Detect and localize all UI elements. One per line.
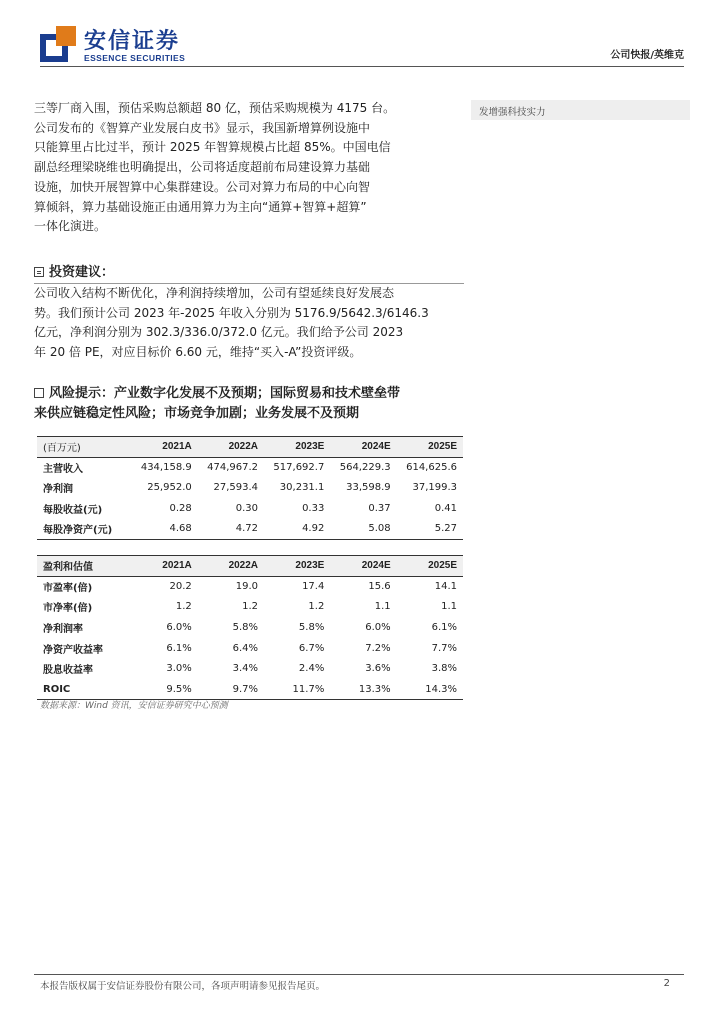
footer-disclaimer: 本报告版权属于安信证券股份有限公司，各项声明请参见报告尾页。 (40, 981, 326, 992)
table-header-cell: 2022A (198, 437, 264, 458)
table-cell: 3.4% (232, 663, 259, 675)
table-cell: 6.7% (298, 642, 325, 654)
document-icon (34, 388, 44, 398)
table-header-row (37, 437, 463, 458)
table-cell: 3.0% (166, 663, 192, 675)
investment-line: 公司收入结构不断优化，净利润持续增加，公司有望延续良好发展态 (34, 286, 395, 300)
investment-heading-text: 投资建议： (49, 265, 115, 280)
row-label: 市盈率(倍) (43, 583, 93, 595)
table-cell: 7.7% (431, 642, 457, 654)
table-cell: 5.27 (397, 519, 463, 540)
footer-divider (34, 974, 684, 975)
investment-line: 年 20 倍 PE，对应目标价 6.60 元，维持“买入-A”投资评级。 (34, 345, 362, 360)
row-label: 市净率(倍) (43, 603, 93, 615)
table-cell: 4.68 (131, 519, 197, 540)
table-row (37, 576, 463, 597)
intro-line: 副总经理梁晓维也明确提出，公司将适度超前布局建设算力基础 (34, 160, 371, 175)
table-cell: 27,593.4 (213, 482, 259, 494)
table-header-cell: 2025E (397, 556, 463, 577)
table-cell: 434,158.9 (140, 462, 192, 474)
row-label: 主营收入 (43, 464, 83, 476)
table-header-cell: 2021A (131, 556, 197, 577)
table-cell: 0.28 (169, 503, 192, 515)
investment-line: 亿元，净利润分别为 302.3/336.0/372.0 亿元。我们给予公司 2023 (34, 325, 404, 340)
table-cell: 37,199.3 (412, 482, 457, 494)
risk-line (34, 384, 466, 404)
table-cell: 6.1% (166, 642, 192, 654)
data-source-note: 数据来源：Wind 资讯，安信证券研究中心预测 (40, 701, 228, 711)
table-cell: 1.2 (242, 601, 259, 613)
table-header-cell: 盈利和估值 (37, 556, 131, 577)
intro-line: 一体化演进。 (34, 219, 107, 234)
page-header (0, 0, 724, 80)
table-header-cell: 2022A (198, 556, 264, 577)
table-cell: 6.1% (431, 622, 457, 634)
risk-line-text: 风险提示：产业数字化发展不及预期；国际贸易和技术壁垒带 (49, 386, 401, 401)
table-header-cell: 2024E (330, 556, 396, 577)
table-header-row (37, 556, 463, 577)
document-icon (34, 267, 44, 277)
intro-line: 只能算里占比过半，预计 2025 年智算规模占比超 85%。中国电信 (34, 140, 391, 155)
table-cell: 1.1 (441, 601, 457, 613)
intro-paragraph (34, 99, 466, 237)
table-cell: 14.1 (434, 581, 457, 593)
table-cell: 6.0% (166, 622, 192, 634)
row-label: 净资产收益率 (43, 644, 103, 656)
company-logo-name: 安信证券 (84, 29, 181, 54)
table-cell: 9.7% (198, 679, 264, 700)
report-type-label: 公司快报/英维克 (610, 50, 684, 61)
row-label: 每股收益(元) (43, 505, 103, 517)
table-header-cell: 2021A (131, 437, 197, 458)
sidebar-tag: 发增强科技实力 (471, 100, 690, 120)
table-cell: 14.3% (397, 679, 463, 700)
table-cell: 4.92 (264, 519, 330, 540)
table-cell: 1.1 (374, 601, 391, 613)
table-row (37, 679, 463, 700)
row-label: 每股净资产(元) (37, 519, 131, 540)
table-cell: 9.5% (131, 679, 197, 700)
valuation-table (37, 555, 463, 700)
table-cell: 0.30 (235, 503, 259, 515)
company-logo-english: ESSENCE SECURITIES (84, 53, 186, 63)
table-cell: 1.2 (175, 601, 192, 613)
row-label: 净利润率 (43, 624, 83, 636)
investment-paragraph (34, 284, 466, 363)
table-cell: 517,692.7 (273, 462, 325, 474)
table-cell: 474,967.2 (207, 462, 259, 474)
table-cell: 4.72 (198, 519, 264, 540)
investment-heading (34, 261, 114, 280)
intro-line: 算倾斜，算力基础设施正由通用算力为主向“通算+智算+超算” (34, 199, 367, 214)
table-cell: 7.2% (365, 642, 391, 654)
table-header-cell: 2024E (330, 437, 396, 458)
table-header-cell: (百万元) (37, 437, 131, 458)
table-row (37, 638, 463, 659)
company-logo-icon (40, 26, 76, 62)
row-label: 股息收益率 (43, 665, 93, 677)
risk-line: 来供应链稳定性风险；市场竞争加剧；业务发展不及预期 (34, 405, 360, 421)
table-cell: 6.0% (365, 622, 391, 634)
table-cell: 5.8% (232, 622, 259, 634)
table-cell: 0.41 (434, 503, 457, 515)
table-cell: 11.7% (264, 679, 330, 700)
investment-line: 势。我们预计公司 2023 年-2025 年收入分别为 5176.9/5642.3/6146.3 (34, 305, 429, 320)
table-cell: 13.3% (330, 679, 396, 700)
table-cell: 20.2 (169, 581, 192, 593)
table-cell: 2.4% (298, 663, 325, 675)
table-header-cell: 2023E (264, 556, 330, 577)
page-number: 2 (663, 978, 670, 989)
table-cell: 0.33 (302, 503, 325, 515)
table-cell: 3.6% (365, 663, 391, 675)
table-cell: 1.2 (308, 601, 325, 613)
table-cell: 0.37 (368, 503, 391, 515)
intro-line: 三等厂商入围，预估采购总额超 80 亿，预估采购规模为 4175 台。 (34, 101, 396, 115)
table-cell: 19.0 (235, 581, 259, 593)
table-cell: 5.8% (298, 622, 325, 634)
table-row (37, 519, 463, 540)
table-cell: 25,952.0 (147, 482, 192, 494)
risk-warning (34, 384, 466, 423)
financial-forecast-table (37, 436, 463, 540)
row-label: ROIC (37, 679, 131, 700)
table-header-cell: 2023E (264, 437, 330, 458)
table-cell: 614,625.6 (406, 462, 457, 474)
table-row (37, 597, 463, 618)
intro-line: 公司发布的《智算产业发展白皮书》显示，我国新增算例设施中 (34, 120, 371, 135)
header-divider (40, 66, 684, 67)
table-cell: 30,231.1 (279, 482, 325, 494)
table-header-cell: 2025E (397, 437, 463, 458)
table-row (37, 457, 463, 478)
intro-line: 设施，加快开展智算中心集群建设。公司对算力布局的中心向智 (34, 179, 371, 194)
table-cell: 17.4 (302, 581, 325, 593)
table-cell: 15.6 (368, 581, 391, 593)
table-cell: 3.8% (431, 663, 457, 675)
row-label: 净利润 (43, 484, 73, 496)
table-row (37, 478, 463, 499)
table-cell: 33,598.9 (346, 482, 391, 494)
table-row (37, 617, 463, 638)
table-row (37, 498, 463, 519)
table-cell: 6.4% (232, 642, 259, 654)
table-cell: 5.08 (330, 519, 396, 540)
table-cell: 564,229.3 (339, 462, 391, 474)
table-row (37, 658, 463, 679)
